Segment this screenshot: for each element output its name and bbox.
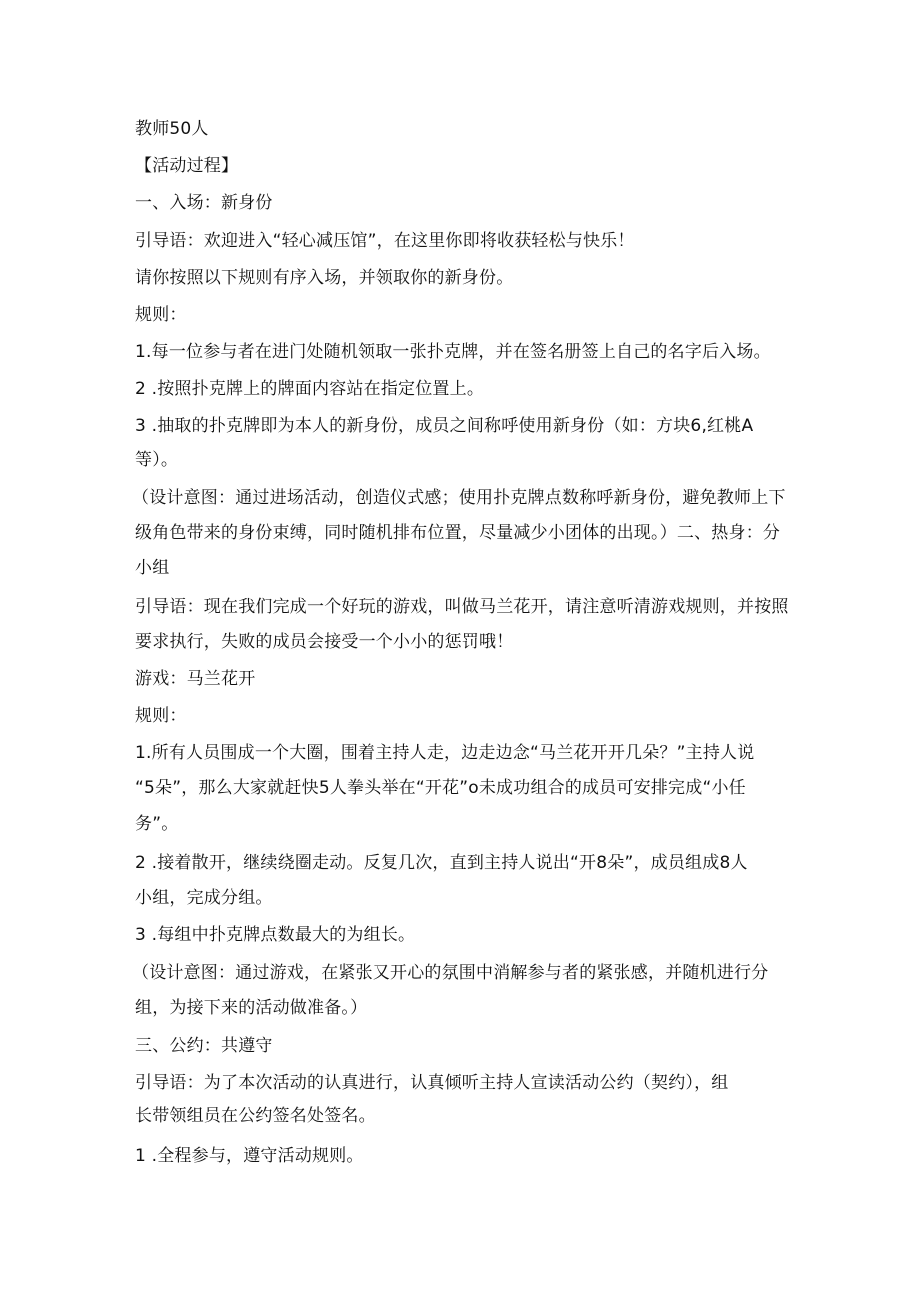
design-intent-1-line-3: 小组 <box>135 558 170 578</box>
game-rule-1-line-2: “5朵”，那么大家就赶快5人拳头举在“开花”o未成功组合的成员可安排完成“小任 <box>135 778 746 798</box>
convention-item-1: 1 .全程参与，遵守活动规则。 <box>135 1146 364 1166</box>
section-heading-entry: 一、入场：新身份 <box>135 193 273 213</box>
design-intent-1-line-1: （设计意图：通过进场活动，创造仪式感；使用扑克牌点数称呼新身份，避免教师上下 <box>132 488 786 508</box>
rule-item-3: 3 .抽取的扑克牌即为本人的新身份，成员之间称呼使用新身份（如：方块6,红桃A <box>135 416 754 436</box>
guide-text-convention-line-1: 引导语：为了本次活动的认真进行，认真倾听主持人宣读活动公约（契约），组 <box>135 1073 729 1093</box>
section-heading-activity-process: 【活动过程】 <box>135 156 239 176</box>
rule-item-3-continued: 等）。 <box>135 450 179 470</box>
section-heading-convention: 三、公约：共遵守 <box>135 1036 273 1056</box>
participants-line: 教师50人 <box>135 119 209 139</box>
rule-item-2: 2 .按照扑克牌上的牌面内容站在指定位置上。 <box>135 379 485 399</box>
guide-text-convention-line-2: 长带领组员在公约签名处签名。 <box>135 1106 376 1126</box>
design-intent-2-line-2: 组，为接下来的活动做准备。） <box>135 998 368 1018</box>
guide-text-game-line-2: 要求执行，失败的成员会接受一个小小的惩罚哦！ <box>135 632 514 652</box>
game-rule-1-line-3: 务”。 <box>135 814 179 834</box>
game-rule-1-line-1: 1.所有人员围成一个大圈，围着主持人走，边走边念“马兰花开开几朵？”主持人说 <box>135 743 755 763</box>
game-title: 游戏：马兰花开 <box>135 669 256 689</box>
game-rule-2-line-2: 小组，完成分组。 <box>135 888 273 908</box>
guide-text-game-line-1: 引导语：现在我们完成一个好玩的游戏，叫做马兰花开，请注意听清游戏规则，并按照 <box>135 597 789 617</box>
design-intent-2-line-1: （设计意图：通过游戏，在紧张又开心的氛围中消解参与者的紧张感，并随机进行分 <box>132 963 769 983</box>
rules-label: 规则： <box>135 305 187 325</box>
instruction-text: 请你按照以下规则有序入场，并领取你的新身份。 <box>135 268 514 288</box>
rule-item-1: 1.每一位参与者在进门处随机领取一张扑克牌，并在签名册签上自己的名字后入场。 <box>135 342 771 362</box>
rules-label-2: 规则： <box>135 706 187 726</box>
game-rule-2-line-1: 2 .接着散开，继续绕圈走动。反复几次，直到主持人说出“开8朵”，成员组成8人 <box>135 853 748 873</box>
design-intent-1-line-2: 级角色带来的身份束缚，同时随机排布位置，尽量减少小团体的出现。）二、热身：分 <box>135 523 781 543</box>
guide-text-entry: 引导语：欢迎进入“轻心减压馆”，在这里你即将收获轻松与快乐！ <box>135 231 635 251</box>
game-rule-3: 3 .每组中扑克牌点数最大的为组长。 <box>135 925 416 945</box>
